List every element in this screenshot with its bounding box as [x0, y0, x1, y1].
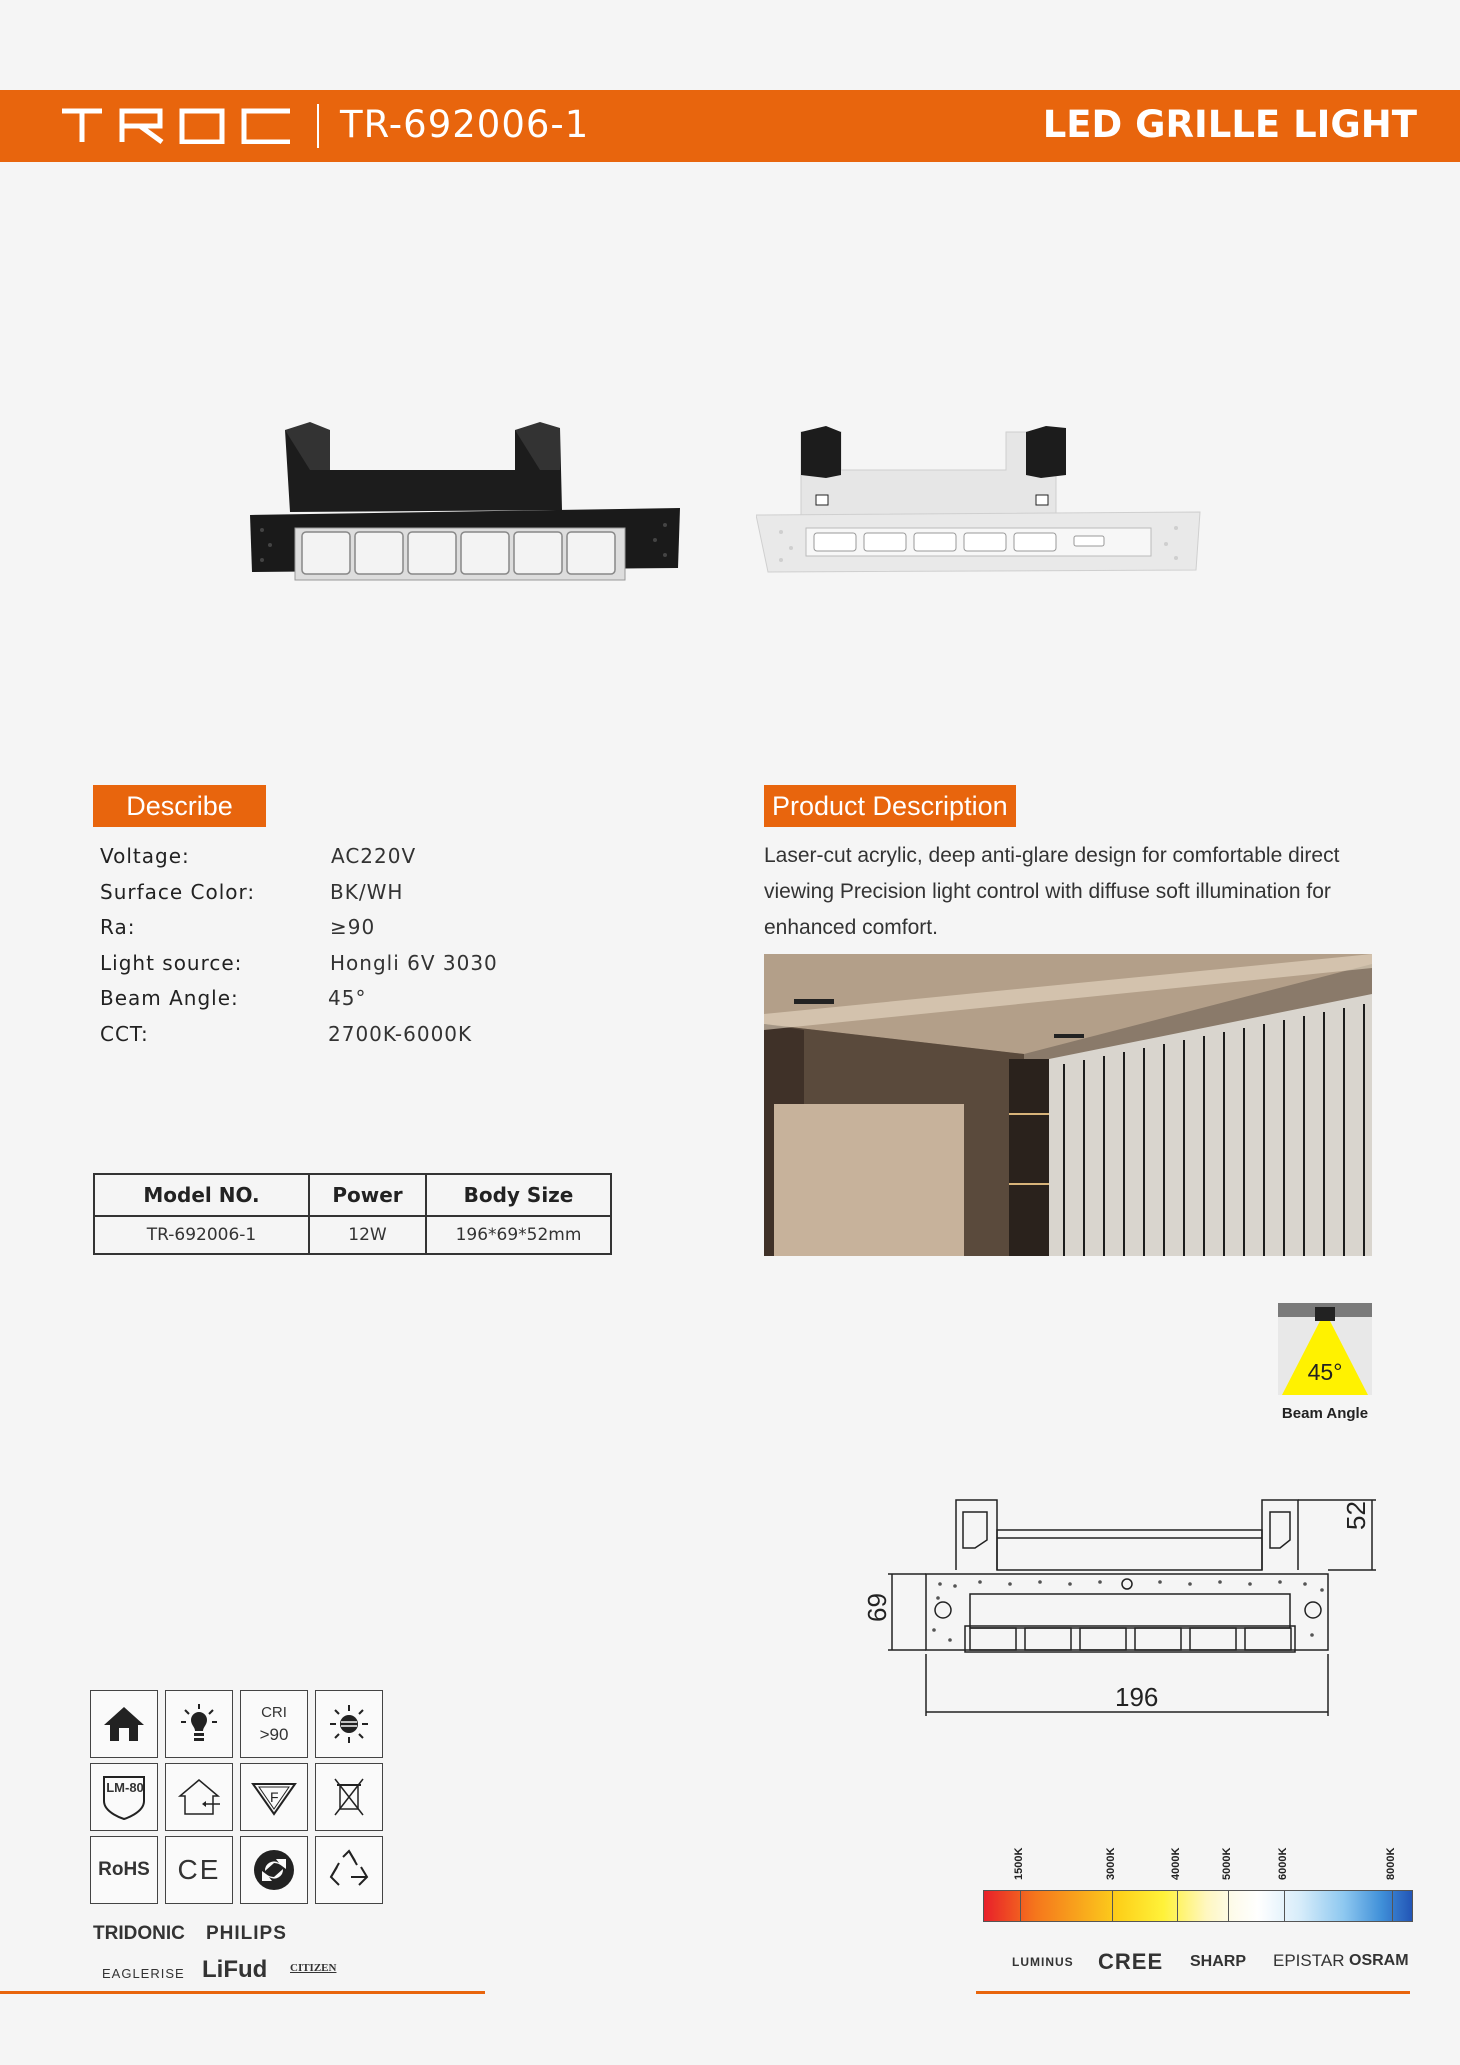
brand-tridonic: TRIDONIC	[93, 1923, 185, 1944]
spec-value: BK/WH	[330, 880, 404, 904]
header-divider	[317, 104, 319, 148]
beam-angle-label: Beam Angle	[1281, 1405, 1369, 1422]
ce-label: CE	[177, 1854, 221, 1885]
spec-label: Ra:	[100, 915, 136, 939]
brand-philips: PHILIPS	[206, 1923, 287, 1944]
cct-label: 1500K	[1013, 1847, 1025, 1880]
product-image-black	[250, 420, 682, 590]
cct-tick	[1284, 1890, 1285, 1922]
cct-label: 4000K	[1170, 1847, 1182, 1880]
spec-label: Voltage:	[100, 844, 190, 868]
spec-value: AC220V	[331, 844, 417, 868]
cct-tick	[1112, 1890, 1113, 1922]
weee-bin-icon	[315, 1763, 383, 1831]
led-bulb-icon	[165, 1690, 233, 1758]
cri-label: CRI	[261, 1703, 287, 1721]
dimension-height-label: 52	[1341, 1501, 1371, 1530]
beam-angle-value: 45°	[1307, 1359, 1343, 1385]
lm80-icon	[90, 1763, 158, 1831]
rohs-label: RoHS	[98, 1859, 150, 1880]
spec-value: ≥90	[330, 915, 376, 939]
model-number-title: TR-692006-1	[340, 103, 590, 146]
footer-line-right	[976, 1991, 1410, 1994]
spec-label: Beam Angle:	[100, 986, 239, 1010]
table-header-power: Power	[309, 1174, 426, 1216]
cri-value: >90	[259, 1724, 289, 1744]
spec-value: Hongli 6V 3030	[330, 951, 498, 975]
product-type-title: LED GRILLE LIGHT	[1042, 103, 1417, 146]
spec-label: CCT:	[100, 1022, 149, 1046]
cri-icon	[240, 1690, 308, 1758]
brand-sharp: SHARP	[1190, 1953, 1247, 1970]
table-cell-power: 12W	[309, 1216, 426, 1254]
cct-tick	[1177, 1890, 1178, 1922]
brand-lifud: LiFud	[202, 1956, 268, 1983]
brand-epistar: EPISTAR	[1273, 1951, 1345, 1970]
spec-label: Surface Color:	[100, 880, 256, 904]
table-header-model: Model NO.	[94, 1174, 309, 1216]
beam-angle-indicator	[1278, 1303, 1372, 1422]
product-image-white	[756, 420, 1202, 580]
indoor-use-icon	[165, 1763, 233, 1831]
home-icon	[90, 1690, 158, 1758]
spec-value: 2700K-6000K	[328, 1022, 473, 1046]
header-bar	[0, 90, 1460, 162]
product-description-text: Laser-cut acrylic, deep anti-glare design for comfortable direct viewing Precision light control with diffuse soft illumination for enhanced comfort.	[764, 844, 1340, 939]
sun-light-icon	[315, 1690, 383, 1758]
cct-label: 8000K	[1385, 1847, 1397, 1880]
spec-label: Light source:	[100, 951, 243, 975]
table-header-body-size: Body Size	[426, 1174, 611, 1216]
cct-color-bar	[983, 1890, 1413, 1922]
brand-cree: CREE	[1098, 1949, 1164, 1974]
recycle-icon	[315, 1836, 383, 1904]
dimension-width-label: 69	[862, 1593, 892, 1622]
cct-label: 3000K	[1105, 1847, 1117, 1880]
brand-luminus: LUMINUS	[1012, 1955, 1074, 1969]
product-description-heading: Product Description	[764, 785, 1016, 827]
brand-eaglerise: EAGLERISE	[102, 1966, 185, 1981]
table-cell-body-size: 196*69*52mm	[426, 1216, 611, 1254]
brand-osram: OSRAM	[1349, 1952, 1409, 1969]
troc-logo	[62, 108, 292, 144]
lm80-label: LM-80	[106, 1780, 144, 1795]
cct-label: 6000K	[1277, 1847, 1289, 1880]
model-table	[93, 1173, 612, 1255]
spec-value: 45°	[328, 986, 367, 1010]
cct-tick	[1228, 1890, 1229, 1922]
describe-heading: Describe	[93, 785, 266, 827]
ce-icon	[165, 1836, 233, 1904]
brand-citizen: CITIZEN	[290, 1962, 337, 1974]
f-mark-icon	[240, 1763, 308, 1831]
cct-label: 5000K	[1221, 1847, 1233, 1880]
table-row	[94, 1216, 611, 1254]
cct-tick	[1020, 1890, 1021, 1922]
room-scene-image	[764, 954, 1372, 1256]
table-cell-model: TR-692006-1	[94, 1216, 309, 1254]
dimension-length-label: 196	[1115, 1682, 1159, 1712]
rohs-icon	[90, 1836, 158, 1904]
cct-tick	[1392, 1890, 1393, 1922]
svg-text:F: F	[270, 1789, 279, 1805]
green-dot-icon	[240, 1836, 308, 1904]
footer-line-left	[0, 1991, 485, 1994]
